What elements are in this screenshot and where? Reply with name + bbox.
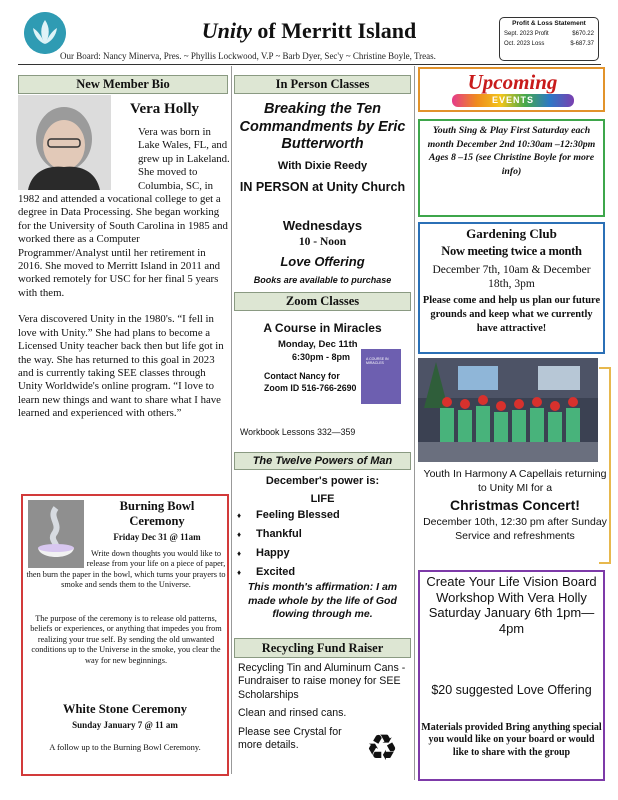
- zoom-contact: Contact Nancy for Zoom ID 516-766-2690: [264, 371, 357, 393]
- bullet-icon: ♦: [237, 511, 242, 520]
- in-person-day: Wednesdays: [282, 218, 363, 233]
- vision-board-materials: Materials provided Bring anything special you would like on your board or would like to share with the group: [421, 722, 602, 758]
- power-list: [237, 506, 340, 582]
- events-badge: EVENTS: [452, 94, 574, 107]
- pl-title: Profit & Loss Statement: [512, 20, 586, 27]
- in-person-books: Books are available to purchase: [253, 275, 392, 285]
- list-item: ♦ Thankful: [237, 525, 340, 544]
- column-divider-right: [414, 66, 415, 780]
- zoom-time: 6:30pm - 8pm: [292, 352, 351, 362]
- in-person-heading: In Person Classes: [234, 75, 411, 94]
- youth-sing-text: Youth Sing & Play First Saturday each month December 2nd 10:30am –12:30pm Ages 8 –15 (see Christine Boyle for more info): [427, 125, 596, 178]
- in-person-teacher: With Dixie Reedy: [277, 160, 368, 172]
- zoom-heading: Zoom Classes: [234, 292, 411, 311]
- gardening-subtitle: Now meeting twice a month: [441, 244, 582, 258]
- in-person-time: 10 - Noon: [298, 236, 347, 248]
- list-item: ♦ Happy: [237, 544, 340, 563]
- concert-title: Christmas Concert!: [450, 497, 580, 513]
- white-stone-title: White Stone Ceremony: [62, 702, 188, 716]
- recycle-icon: ♻: [365, 728, 399, 768]
- bio-paragraph-2: Vera discovered Unity in the 1980's. “I fell in love with Unity.” She had plans to become a Licensed Unity teacher back then but life got in the way. She has returned to this goal in 2023 and is currently taking SEE classes through Unity Worldwide's online program. “I love to learn new things and want to share what I have learned and experienced with others.”: [18, 313, 224, 420]
- in-person-offering: Love Offering: [280, 254, 365, 269]
- bullet-icon: ♦: [237, 530, 242, 539]
- vision-board-text: Create Your Life Vision Board Workshop With Vera Holly Saturday January 6th 1pm—4pm: [426, 574, 597, 636]
- choir-photo: [418, 358, 598, 462]
- gardening-text: Please come and help us plan our future grounds and keep what we currently have attractive!: [422, 295, 601, 334]
- pl-row2-label: Oct. 2023 Loss: [504, 41, 545, 47]
- burning-bowl-text-1: Write down thoughts you would like to release from your life on a piece of paper, then burn the paper in the bowl, which turns your prayers to smoke and sends them to the Universe.: [26, 549, 226, 590]
- recycling-paragraph-2: Clean and rinsed cans.: [238, 707, 347, 720]
- vision-board-price: $20 suggested Love Offering: [431, 683, 592, 697]
- pl-row2-value: $-687.37: [570, 41, 594, 47]
- bio-name: Vera Holly: [130, 101, 200, 117]
- december-power: LIFE: [310, 493, 335, 505]
- zoom-class-title: A Course in Miracles: [263, 321, 382, 335]
- twelve-powers-heading: The Twelve Powers of Man: [234, 452, 411, 470]
- in-person-class-title: Breaking the Ten Commandments by Eric Butterworth: [239, 101, 406, 152]
- concert-intro: Youth In Harmony A Capellais returning to Unity MI for a: [423, 468, 607, 494]
- gardening-title: Gardening Club: [466, 226, 557, 241]
- monthly-affirmation: This month's affirmation: I am made whole by the life of God flowing through me.: [247, 581, 398, 620]
- profit-loss-statement: [499, 17, 599, 61]
- recycling-heading: Recycling Fund Raiser: [234, 638, 411, 658]
- concert-details: December 10th, 12:30 pm after Sunday Service and refreshments: [423, 516, 607, 542]
- bullet-icon: ♦: [237, 549, 242, 558]
- pl-row1-value: $670.22: [572, 31, 594, 37]
- december-power-label: December's power is:: [265, 475, 380, 487]
- pl-row1-label: Sept. 2023 Profit: [504, 31, 549, 37]
- column-divider-left: [231, 66, 232, 774]
- recycling-paragraph-1: Recycling Tin and Aluminum Cans - Fundraiser to raise money for SEE Scholarships: [238, 662, 406, 701]
- burning-bowl-date: Friday Dec 31 @ 11am: [113, 532, 201, 542]
- recycling-paragraph-3: Please see Crystal for more details.: [238, 725, 342, 752]
- zoom-workbook-lessons: Workbook Lessons 332—359: [240, 427, 356, 437]
- white-stone-text: A follow up to the Burning Bowl Ceremony.: [49, 742, 201, 752]
- board-members: Our Board: Nancy Minerva, Pres. ~ Phyllis Lockwood, V.P ~ Barb Dyer, Sec'y ~ Christine Boyle, Treas.: [60, 51, 436, 61]
- white-stone-date: Sunday January 7 @ 11 am: [72, 720, 178, 730]
- zoom-date: Monday, Dec 11th: [278, 339, 358, 350]
- bullet-icon: ♦: [237, 568, 242, 577]
- header-divider: [18, 64, 601, 65]
- burning-bowl-text-2: The purpose of the ceremony is to release old patterns, beliefs or experiences, or anything that impedes you from realizing your true self. By sending the old unwanted conditions up to the Universe in the smoke, you clear the way for new beginnings.: [30, 614, 222, 665]
- bio-body: [18, 126, 230, 434]
- page-title: Unity of Merritt Island: [201, 18, 417, 43]
- course-in-miracles-book-image: A COURSE IN MIRACLES: [361, 349, 401, 404]
- bio-heading: New Member Bio: [18, 75, 228, 94]
- list-item: ♦ Feeling Blessed: [237, 506, 340, 525]
- list-item: ♦ Excited: [237, 563, 340, 582]
- burning-bowl-title: Burning Bowl Ceremony: [119, 499, 195, 528]
- bio-paragraph-1: Vera was born in Lake Wales, FL, and grew up in Lakeland. She moved to Columbia, SC, in 1982 and attended a vocational college to get a degree in Data Processing. She began working for the University of South Carolina in 1985 and worked there as a Computer Programmer/Analyst until her retirement in 2016. She moved to Merritt Island in 2011 and worked remotely for USC for her final 5 years with them.: [18, 126, 230, 299]
- gardening-dates: December 7th, 10am & December 18th, 3pm: [432, 264, 591, 290]
- in-person-location: IN PERSON at Unity Church: [239, 180, 406, 194]
- upcoming-script: Upcoming: [467, 70, 558, 94]
